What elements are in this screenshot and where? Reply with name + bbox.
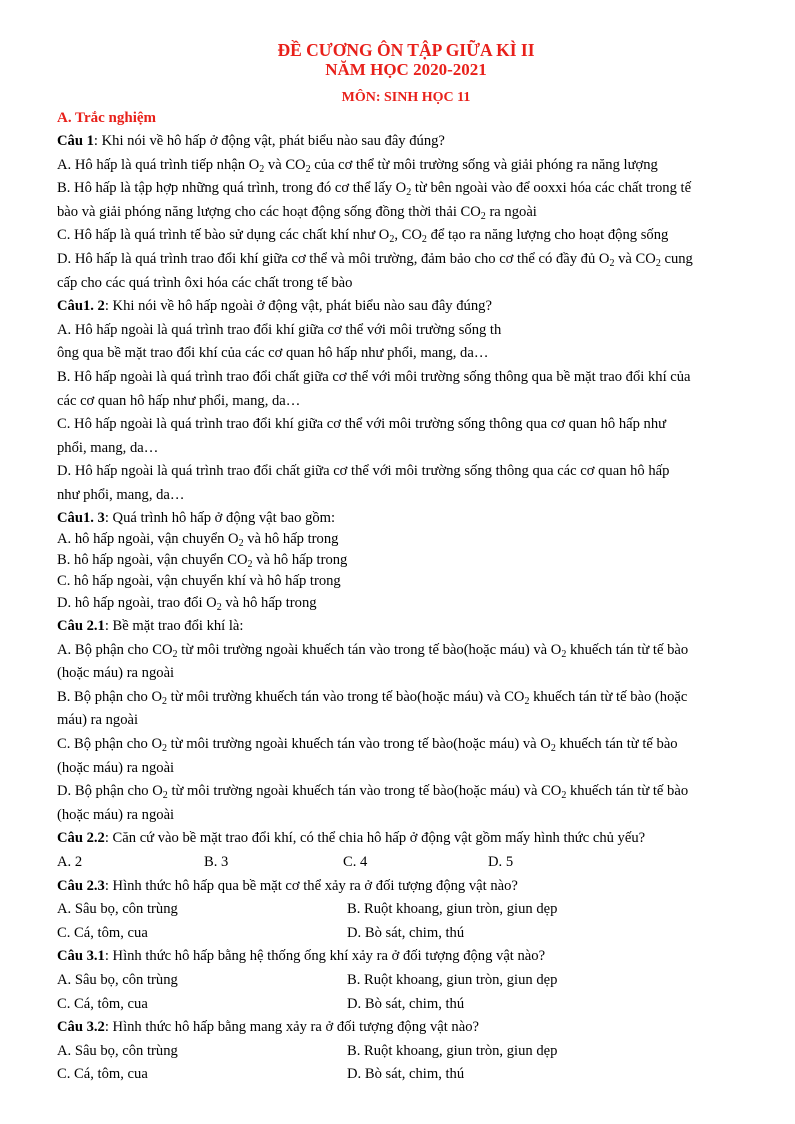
- question-2-2: [57, 827, 755, 851]
- option-d-cont: cấp cho các quá trình ôxi hóa các chất trong tế bào: [57, 274, 353, 291]
- question-2-1: [57, 615, 755, 639]
- option-a-cont: ông qua bề mặt trao đổi khí của các cơ quan hô hấp như phổi, mang, da…: [57, 345, 489, 362]
- options-row: [57, 1040, 755, 1064]
- question-text: : Hình thức hô hấp qua bề mặt cơ thể xảy ra ở đối tượng động vật nào?: [104, 877, 518, 894]
- option-a: A. Hô hấp là quá trình tiếp nhận $O_2$ và $CO_2$ của cơ thể từ môi trường sống và giải phóng ra năng lượng: [57, 156, 658, 175]
- option-b-cont: bào và giải phóng năng lượng cho các hoạt động sống đồng thời thải $CO_2$ ra ngoài: [57, 203, 537, 222]
- option-b: B. Ruột khoang, giun tròn, giun dẹp: [347, 901, 558, 918]
- option-c: C. hô hấp ngoài, vận chuyển khí và hô hấp trong: [57, 572, 341, 589]
- option-b: B. 3: [204, 854, 229, 871]
- option-d: D. Hô hấp ngoài là quá trình trao đổi chất giữa cơ thể với môi trường sống thông qua các cơ quan hô hấp: [57, 463, 670, 480]
- subject-line: MÔN: SINH HỌC 11: [341, 90, 471, 105]
- option-a-cont: (hoặc máu) ra ngoài: [57, 665, 175, 682]
- option-b: B. Ruột khoang, giun tròn, giun dẹp: [347, 1042, 558, 1059]
- option-c: C. Hô hấp là quá trình tế bào sử dụng các chất khí như $O_2$, $CO_2$ để tạo ra năng lượng cho hoạt động sống: [57, 227, 669, 246]
- option-d: D. Bộ phận cho $O_2$ từ môi trường ngoài khuếch tán vào trong tế bào(hoặc máu) và $CO_2$ khuếch tán từ tế bào: [57, 783, 689, 802]
- option-a: A. Sâu bọ, côn trùng: [57, 901, 178, 918]
- option-b: B. Hô hấp ngoài là quá trình trao đổi chất giữa cơ thể với môi trường sống thông qua bề mặt trao đổi khí của: [57, 368, 691, 385]
- option-c: C. Cá, tôm, cua: [57, 1066, 148, 1083]
- question-2-3: [57, 875, 755, 899]
- question-text: : Khi nói về hô hấp ngoài ở động vật, phát biểu nào sau đây đúng?: [104, 298, 492, 315]
- options-row: [57, 969, 755, 993]
- section-heading: A. Trắc nghiệm: [57, 110, 157, 126]
- option-d-cont: (hoặc máu) ra ngoài: [57, 806, 175, 823]
- option-d: D. 5: [488, 854, 514, 871]
- option-d: D. Hô hấp là quá trình trao đổi khí giữa cơ thể và môi trường, đảm bảo cho cơ thể có đầy đủ $O_2$ và $CO_2$ cung: [57, 250, 693, 269]
- option-d: D. Bò sát, chim, thú: [347, 1066, 465, 1083]
- option-a: A. Sâu bọ, côn trùng: [57, 972, 178, 988]
- question-label: Câu 1: [57, 133, 94, 149]
- options-row: [57, 993, 755, 1017]
- option-b-cont: máu) ra ngoài: [57, 712, 139, 729]
- option-a: A. Bộ phận cho $CO_2$ từ môi trường ngoài khuếch tán vào trong tế bào(hoặc máu) và $O_2$ khuếch tán từ tế bào: [57, 641, 689, 660]
- option-c: C. Cá, tôm, cua: [57, 995, 148, 1012]
- question-label: Câu 3.2: [57, 1019, 105, 1036]
- options-row: [57, 1063, 755, 1087]
- option-c: C. Bộ phận cho $O_2$ từ môi trường ngoài khuếch tán vào trong tế bào(hoặc máu) và $O_2$ khuếch tán từ tế bào: [57, 736, 678, 755]
- option-c-cont: phổi, mang, da…: [57, 439, 159, 456]
- question-text: : Quá trình hô hấp ở động vật bao gồm:: [104, 509, 336, 526]
- school-year: NĂM HỌC 2020-2021: [325, 60, 487, 79]
- option-a: A. Sâu bọ, côn trùng: [57, 1042, 178, 1059]
- option-d: D. Bò sát, chim, thú: [347, 995, 465, 1012]
- option-c-cont: (hoặc máu) ra ngoài: [57, 759, 175, 776]
- question-text: : Hình thức hô hấp bằng hệ thống ống khí xảy ra ở đối tượng động vật nào?: [104, 948, 546, 965]
- document-title: ĐỀ CƯƠNG ÔN TẬP GIỮA KÌ II: [277, 40, 535, 60]
- question-1-2: [57, 295, 755, 319]
- question-label: Câu1. 2: [57, 298, 105, 315]
- question-label: Câu 2.2: [57, 830, 105, 847]
- question-3-2: [57, 1016, 755, 1040]
- option-b: B. Ruột khoang, giun tròn, giun dẹp: [347, 972, 558, 988]
- options-row: [57, 922, 755, 946]
- question-1: [57, 130, 755, 154]
- question-label: Câu 2.1: [57, 618, 105, 635]
- option-b-cont: các cơ quan hô hấp như phổi, mang, da…: [57, 392, 301, 409]
- options-row: [57, 898, 755, 922]
- question-label: Câu 2.3: [57, 877, 105, 894]
- question-text: : Căn cứ vào bề mặt trao đổi khí, có thể chia hô hấp ở động vật gồm mấy hình thức chủ yếu?: [104, 830, 646, 847]
- question-1-3: [57, 508, 755, 529]
- option-b: B. Hô hấp là tập hợp những quá trình, trong đó cơ thể lấy $O_2$ từ bên ngoài vào để ooxxi hóa các chất trong tế: [57, 180, 692, 199]
- option-c: C. Hô hấp ngoài là quá trình trao đổi khí giữa cơ thể với môi trường sống thông qua cơ quan hô hấp như: [57, 416, 667, 433]
- question-text: : Bề mặt trao đổi khí là:: [104, 618, 244, 635]
- option-d: D. hô hấp ngoài, trao đổi $O_2$ và hô hấp trong: [57, 594, 317, 613]
- options-row: [57, 851, 755, 875]
- option-b: B. Bộ phận cho $O_2$ từ môi trường khuếch tán vào trong tế bào(hoặc máu) và $CO_2$ khuếch tán từ tế bào (hoặc: [57, 688, 688, 707]
- option-b: B. hô hấp ngoài, vận chuyển $CO_2$ và hô hấp trong: [57, 551, 348, 570]
- option-a: A. Hô hấp ngoài là quá trình trao đổi khí giữa cơ thể với môi trường sống th: [57, 321, 502, 338]
- option-d-cont: như phổi, mang, da…: [57, 486, 185, 503]
- option-a: A. 2: [57, 854, 83, 871]
- option-a: A. hô hấp ngoài, vận chuyển $O_2$ và hô hấp trong: [57, 530, 339, 549]
- question-text: : Khi nói về hô hấp ở động vật, phát biểu nào sau đây đúng?: [93, 133, 445, 149]
- question-label: Câu1. 3: [57, 509, 105, 526]
- option-c: C. 4: [343, 854, 368, 871]
- question-label: Câu 3.1: [57, 948, 105, 965]
- option-c: C. Cá, tôm, cua: [57, 924, 148, 941]
- option-d: D. Bò sát, chim, thú: [347, 924, 465, 941]
- question-text: : Hình thức hô hấp bằng mang xảy ra ở đối tượng động vật nào?: [104, 1019, 479, 1036]
- question-3-1: [57, 945, 755, 969]
